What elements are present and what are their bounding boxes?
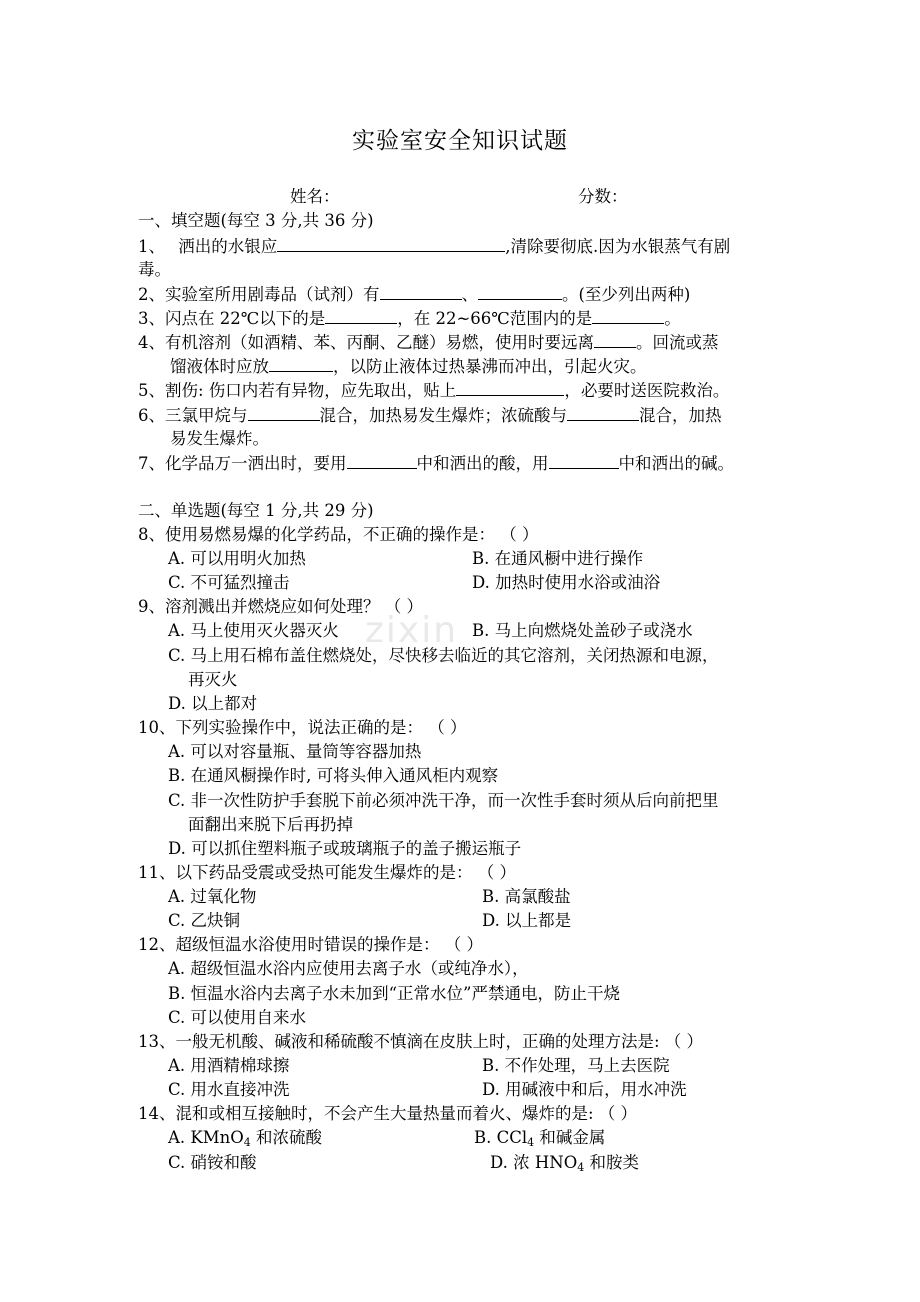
- q14-a-sub: 4: [243, 1136, 251, 1149]
- question-7: [138, 452, 734, 475]
- q2-text-a: 2、实验室所用剧毒品（试剂）有: [138, 285, 380, 304]
- q5-text-b: ，必要时送医院救治。: [564, 381, 730, 400]
- q14-b-sub: 4: [527, 1136, 535, 1149]
- q2-blank-2[interactable]: [478, 283, 562, 300]
- q14-a-pre: A. KMnO: [168, 1128, 244, 1147]
- q13-option-b[interactable]: B. 不作处理，马上去医院: [482, 1056, 670, 1075]
- q8-option-d[interactable]: D. 加热时使用水浴或油浴: [472, 573, 661, 592]
- q6-text-a: 6、三氯甲烷与: [138, 406, 248, 425]
- q3-blank-1[interactable]: [325, 307, 397, 324]
- q7-text-a: 7、化学品万一洒出时，要用: [138, 454, 347, 473]
- q14-a-post: 和浓硫酸: [250, 1128, 323, 1147]
- page-title: 实验室安全知识试题: [352, 128, 568, 154]
- q13-stem: 13、一般无机酸、碱液和稀硫酸不慎滴在皮肤上时，正确的处理方法是: （ ）: [138, 1032, 704, 1051]
- q14-d-post: 和胺类: [584, 1153, 639, 1172]
- q12-option-b[interactable]: B. 恒温水浴内去离子水未加到“正常水位”严禁通电，防止干烧: [168, 984, 620, 1003]
- q14-d-pre: D. 浓 HNO: [490, 1153, 578, 1172]
- q14-stem: 14、混和或相互接触时，不会产生大量热量而着火、爆炸的是: （ ）: [138, 1104, 638, 1123]
- q7-text-c: 中和洒出的碱。: [618, 454, 734, 473]
- q4-text-b: 。回流或蒸: [636, 333, 719, 352]
- q10-stem: 10、下列实验操作中，说法正确的是： （ ）: [138, 718, 467, 737]
- q1-blank[interactable]: [277, 235, 505, 252]
- q3-text-a: 3、闪点在 22℃以下的是: [138, 309, 326, 328]
- q4-continuation: [170, 355, 647, 378]
- q10-option-c-cont: 面翻出来脱下后再扔掉: [188, 815, 353, 834]
- q8-stem: 8、使用易燃易爆的化学药品，不正确的操作是： （ ）: [138, 525, 539, 544]
- q3-text-b: ，在 22~66℃范围内的是: [397, 309, 593, 328]
- q12-stem: 12、超级恒温水浴使用时错误的操作是： （ ）: [138, 935, 483, 954]
- q10-option-b[interactable]: B. 在通风橱操作时, 可将头伸入通风柜内观察: [168, 766, 499, 785]
- q11-option-c[interactable]: C. 乙炔铜: [168, 911, 241, 930]
- q1-text-a: 洒出的水银应: [178, 237, 278, 256]
- q10-option-d[interactable]: D. 可以抓住塑料瓶子或玻璃瓶子的盖子搬运瓶子: [168, 839, 522, 858]
- section1-heading: 一、填空题(每空 3 分,共 36 分): [138, 211, 374, 230]
- q6-text-b: 混合，加热易发生爆炸；浓硫酸与: [319, 406, 567, 425]
- score-label: 分数：: [578, 187, 628, 206]
- q13-option-d[interactable]: D. 用碱液中和后，用水冲洗: [482, 1080, 687, 1099]
- q14-option-d[interactable]: [490, 1152, 639, 1179]
- q4-text-a: 4、有机溶剂（如酒精、苯、丙酮、乙醚）易燃，使用时要远离: [138, 333, 594, 352]
- q4-blank-1[interactable]: [594, 331, 636, 348]
- q14-option-c[interactable]: C. 硝铵和酸: [168, 1153, 257, 1172]
- q4-cont-b: ，以防止液体过热暴沸而冲出，引起火灾。: [333, 357, 647, 376]
- q1-text-b: ,清除要彻底.因为水银蒸气有剧: [505, 237, 731, 256]
- q12-option-c[interactable]: C. 可以使用自来水: [168, 1008, 307, 1027]
- q11-option-a[interactable]: A. 过氧化物: [168, 887, 257, 906]
- q9-option-c[interactable]: C. 马上用石棉布盖住燃烧处，尽快移去临近的其它溶剂，关闭热源和电源，: [168, 646, 719, 665]
- question-4: [138, 331, 719, 354]
- question-6: [138, 404, 722, 427]
- q4-blank-2[interactable]: [269, 355, 333, 372]
- q3-blank-2[interactable]: [592, 307, 664, 324]
- q1-continuation: 毒。: [138, 260, 171, 279]
- watermark: zixin: [365, 610, 459, 651]
- q7-text-b: 中和洒出的酸，用: [416, 454, 549, 473]
- q9-option-c-cont: 再灭火: [188, 670, 238, 689]
- q14-d-sub: 4: [577, 1161, 585, 1174]
- q6-blank-2[interactable]: [567, 404, 639, 421]
- q13-option-c[interactable]: C. 用水直接冲洗: [168, 1080, 290, 1099]
- q14-b-pre: B. CCl: [474, 1128, 528, 1147]
- q8-option-c[interactable]: C. 不可猛烈撞击: [168, 573, 290, 592]
- q10-option-a[interactable]: A. 可以对容量瓶、量筒等容器加热: [168, 742, 422, 761]
- q4-cont-a: 馏液体时应放: [170, 357, 269, 376]
- q7-blank-1[interactable]: [347, 452, 417, 469]
- q9-option-a[interactable]: A. 马上使用灭火器灭火: [168, 621, 339, 640]
- q10-option-c[interactable]: C. 非一次性防护手套脱下前必须冲洗干净，而一次性手套时须从后向前把里: [168, 791, 719, 810]
- q11-option-b[interactable]: B. 高氯酸盐: [482, 887, 571, 906]
- q2-text-c: 。(至少列出两种): [562, 285, 691, 304]
- q6-continuation: 易发生爆炸。: [170, 429, 269, 448]
- q9-option-b[interactable]: B. 马上向燃烧处盖砂子或浇水: [472, 621, 693, 640]
- q14-option-b[interactable]: [474, 1127, 605, 1154]
- section2-heading: 二、单选题(每空 1 分,共 29 分): [138, 501, 374, 520]
- q8-option-b[interactable]: B. 在通风橱中进行操作: [472, 549, 644, 568]
- q13-option-a[interactable]: A. 用酒精棉球擦: [168, 1056, 290, 1075]
- question-3: [138, 307, 681, 330]
- q11-stem: 11、以下药品受震或受热可能发生爆炸的是： （ ）: [138, 863, 516, 882]
- q14-b-post: 和碱金属: [534, 1128, 606, 1147]
- q5-blank[interactable]: [456, 379, 564, 396]
- q9-stem: 9、溶剂溅出并燃烧应如何处理？ （ ）: [138, 597, 423, 616]
- name-label: 姓名：: [290, 187, 340, 206]
- q2-blank-1[interactable]: [380, 283, 462, 300]
- q8-option-a[interactable]: A. 可以用明火加热: [168, 549, 306, 568]
- q1-number: 1、: [138, 237, 165, 256]
- q6-text-c: 混合，加热: [639, 406, 722, 425]
- q3-text-c: 。: [664, 309, 681, 328]
- q6-blank-1[interactable]: [248, 404, 320, 421]
- question-2: [138, 283, 690, 306]
- q7-blank-2[interactable]: [549, 452, 619, 469]
- question-1: [138, 235, 730, 258]
- q9-option-d[interactable]: D. 以上都对: [168, 694, 258, 713]
- q5-text-a: 5、割伤: 伤口内若有异物，应先取出，贴上: [138, 381, 457, 400]
- question-5: [138, 379, 729, 402]
- q14-option-a[interactable]: [168, 1127, 322, 1154]
- q12-option-a[interactable]: A. 超级恒温水浴内应使用去离子水（或纯净水），: [168, 959, 529, 978]
- q2-text-b: 、: [461, 285, 478, 304]
- q11-option-d[interactable]: D. 以上都是: [482, 911, 572, 930]
